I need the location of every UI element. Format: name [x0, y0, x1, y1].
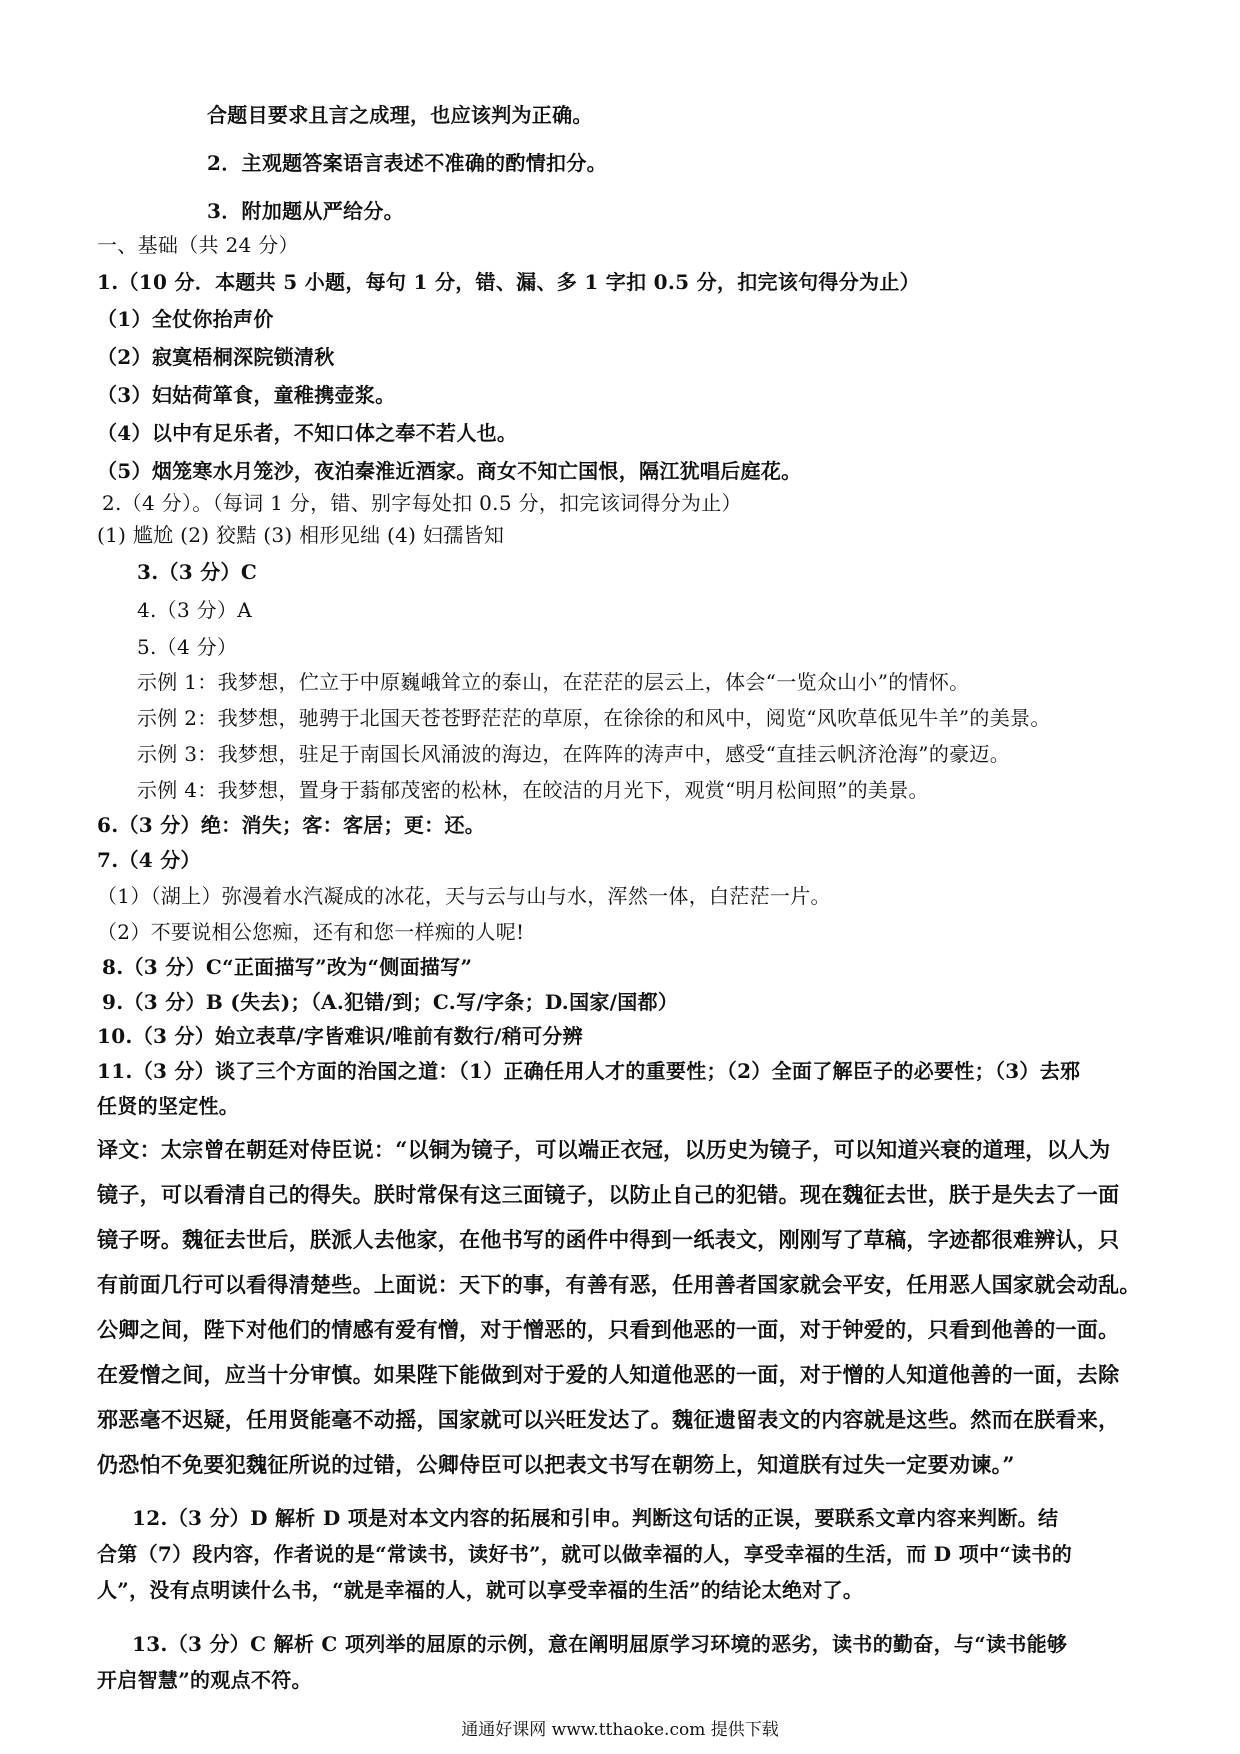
q1-item: （5）烟笼寒水月笼沙，夜泊秦淮近酒家。商女不知亡国恨，隔江犹唱后庭花。: [97, 459, 802, 483]
q5-example: 示例 4：我梦想，置身于蓊郁茂密的松林，在皎洁的月光下，观赏“明月松间照”的美景。: [137, 778, 929, 802]
q1-header: 1.（10 分．本题共 5 小题，每句 1 分，错、漏、多 1 字扣 0.5 分，扣完该句得分为止）: [97, 270, 920, 294]
q1-item: （1）全仗你抬声价: [97, 307, 274, 331]
q8-answer: 8.（3 分）C“正面描写”改为“侧面描写”: [102, 955, 473, 979]
note-line-2: 2．主观题答案语言表述不准确的酌情扣分。: [207, 151, 607, 175]
q11-line: 11.（3 分）谈了三个方面的治国之道：（1）正确任用人才的重要性；（2）全面了解臣子的必要性；（3）去邪: [97, 1059, 1081, 1083]
q5-example: 示例 3：我梦想，驻足于南国长风涌波的海边，在阵阵的涛声中，感受“直挂云帆济沧海”的豪迈。: [137, 742, 1011, 766]
q5-example: 示例 1：我梦想，伫立于中原巍峨耸立的泰山，在茫茫的层云上，体会“一览众山小”的情怀。: [137, 670, 970, 694]
q13-line: 开启智慧”的观点不符。: [97, 1668, 312, 1692]
q1-item: （2）寂寞梧桐深院锁清秋: [97, 345, 335, 369]
q12-line: 人”，没有点明读什么书，“就是幸福的人，就可以享受幸福的生活”的结论太绝对了。: [97, 1578, 864, 1602]
q1-item: （3）妇姑荷箪食，童稚携壶浆。: [97, 383, 396, 407]
q7-header: 7.（4 分）: [97, 848, 201, 872]
translation-line: 镜子，可以看清自己的得失。朕时常保有这三面镜子，以防止自己的犯错。现在魏征去世，朕于是失去了一面: [97, 1182, 1120, 1207]
q7-item: （2）不要说相公您痴，还有和您一样痴的人呢!: [97, 920, 525, 944]
q12-line: 合第（7）段内容，作者说的是“常读书，读好书”，就可以做幸福的人，享受幸福的生活，而 D 项中“读书的: [97, 1542, 1072, 1566]
translation-line: 邪恶毫不迟疑，任用贤能毫不动摇，国家就可以兴旺发达了。魏征遗留表文的内容就是这些。然而在朕看来，: [97, 1407, 1120, 1432]
q12-line: 12.（3 分）D 解析 D 项是对本文内容的拓展和引申。判断这句话的正误，要联系文章内容来判断。结: [132, 1506, 1059, 1530]
translation-line: 仍恐怕不免要犯魏征所说的过错，公卿侍臣可以把表文书写在朝笏上，知道朕有过失一定要劝谏。”: [97, 1452, 1015, 1477]
page-footer: 通通好课网 www.tthaoke.com 提供下载: [461, 1720, 779, 1740]
q2-header: 2.（4 分）。（每词 1 分，错、别字每处扣 0.5 分，扣完该词得分为止）: [102, 491, 742, 515]
translation-line: 有前面几行可以看得清楚些。上面说：天下的事，有善有恶，任用善者国家就会平安，任用恶人国家就会动乱。: [97, 1272, 1141, 1297]
section-title: 一、基础（共 24 分）: [97, 233, 299, 257]
q9-answer: 9.（3 分）B (失去)；（A.犯错/到；C.写/字条；D.国家/国都）: [102, 990, 679, 1014]
translation-line: 镜子呀。魏征去世后，朕派人去他家，在他书写的函件中得到一纸表文，刚刚写了草稿，字迹都很难辨认，只: [97, 1227, 1120, 1252]
q11-line: 任贤的坚定性。: [97, 1094, 240, 1118]
q7-item: （1）（湖上）弥漫着水汽凝成的冰花，天与云与山与水，浑然一体，白茫茫一片。: [97, 884, 831, 908]
q1-item: （4）以中有足乐者，不知口体之奉不若人也。: [97, 421, 518, 445]
q10-answer: 10.（3 分）始立表草/字皆难识/唯前有数行/稍可分辨: [97, 1024, 583, 1048]
translation-line: 在爱憎之间，应当十分审慎。如果陛下能做到对于爱的人知道他恶的一面，对于憎的人知道他善的一面，去除: [97, 1362, 1120, 1387]
translation-line: 译文：太宗曾在朝廷对侍臣说：“以铜为镜子，可以端正衣冠，以历史为镜子，可以知道兴衰的道理，以人为: [97, 1137, 1111, 1162]
q5-example: 示例 2：我梦想，驰骋于北国天苍苍野茫茫的草原，在徐徐的和风中，阅览“风吹草低见牛羊”的美景。: [137, 706, 1051, 730]
translation-line: 公卿之间，陛下对他们的情感有爱有憎，对于憎恶的，只看到他恶的一面，对于钟爱的，只看到他善的一面。: [97, 1317, 1120, 1342]
q5-header: 5.（4 分）: [137, 635, 238, 659]
q2-answer: (1) 尴尬 (2) 狡黠 (3) 相形见绌 (4) 妇孺皆知: [97, 523, 505, 547]
note-line-1: 合题目要求且言之成理，也应该判为正确。: [207, 103, 593, 127]
q3-answer: 3.（3 分）C: [137, 560, 258, 584]
note-line-3: 3．附加题从严给分。: [207, 199, 404, 223]
q4-answer: 4.（3 分）A: [137, 598, 253, 622]
q6-answer: 6.（3 分）绝：消失；客：客居；更：还。: [97, 813, 486, 837]
q13-line: 13.（3 分）C 解析 C 项列举的屈原的示例，意在阐明屈原学习环境的恶劣，读书的勤奋，与“读书能够: [132, 1632, 1068, 1656]
